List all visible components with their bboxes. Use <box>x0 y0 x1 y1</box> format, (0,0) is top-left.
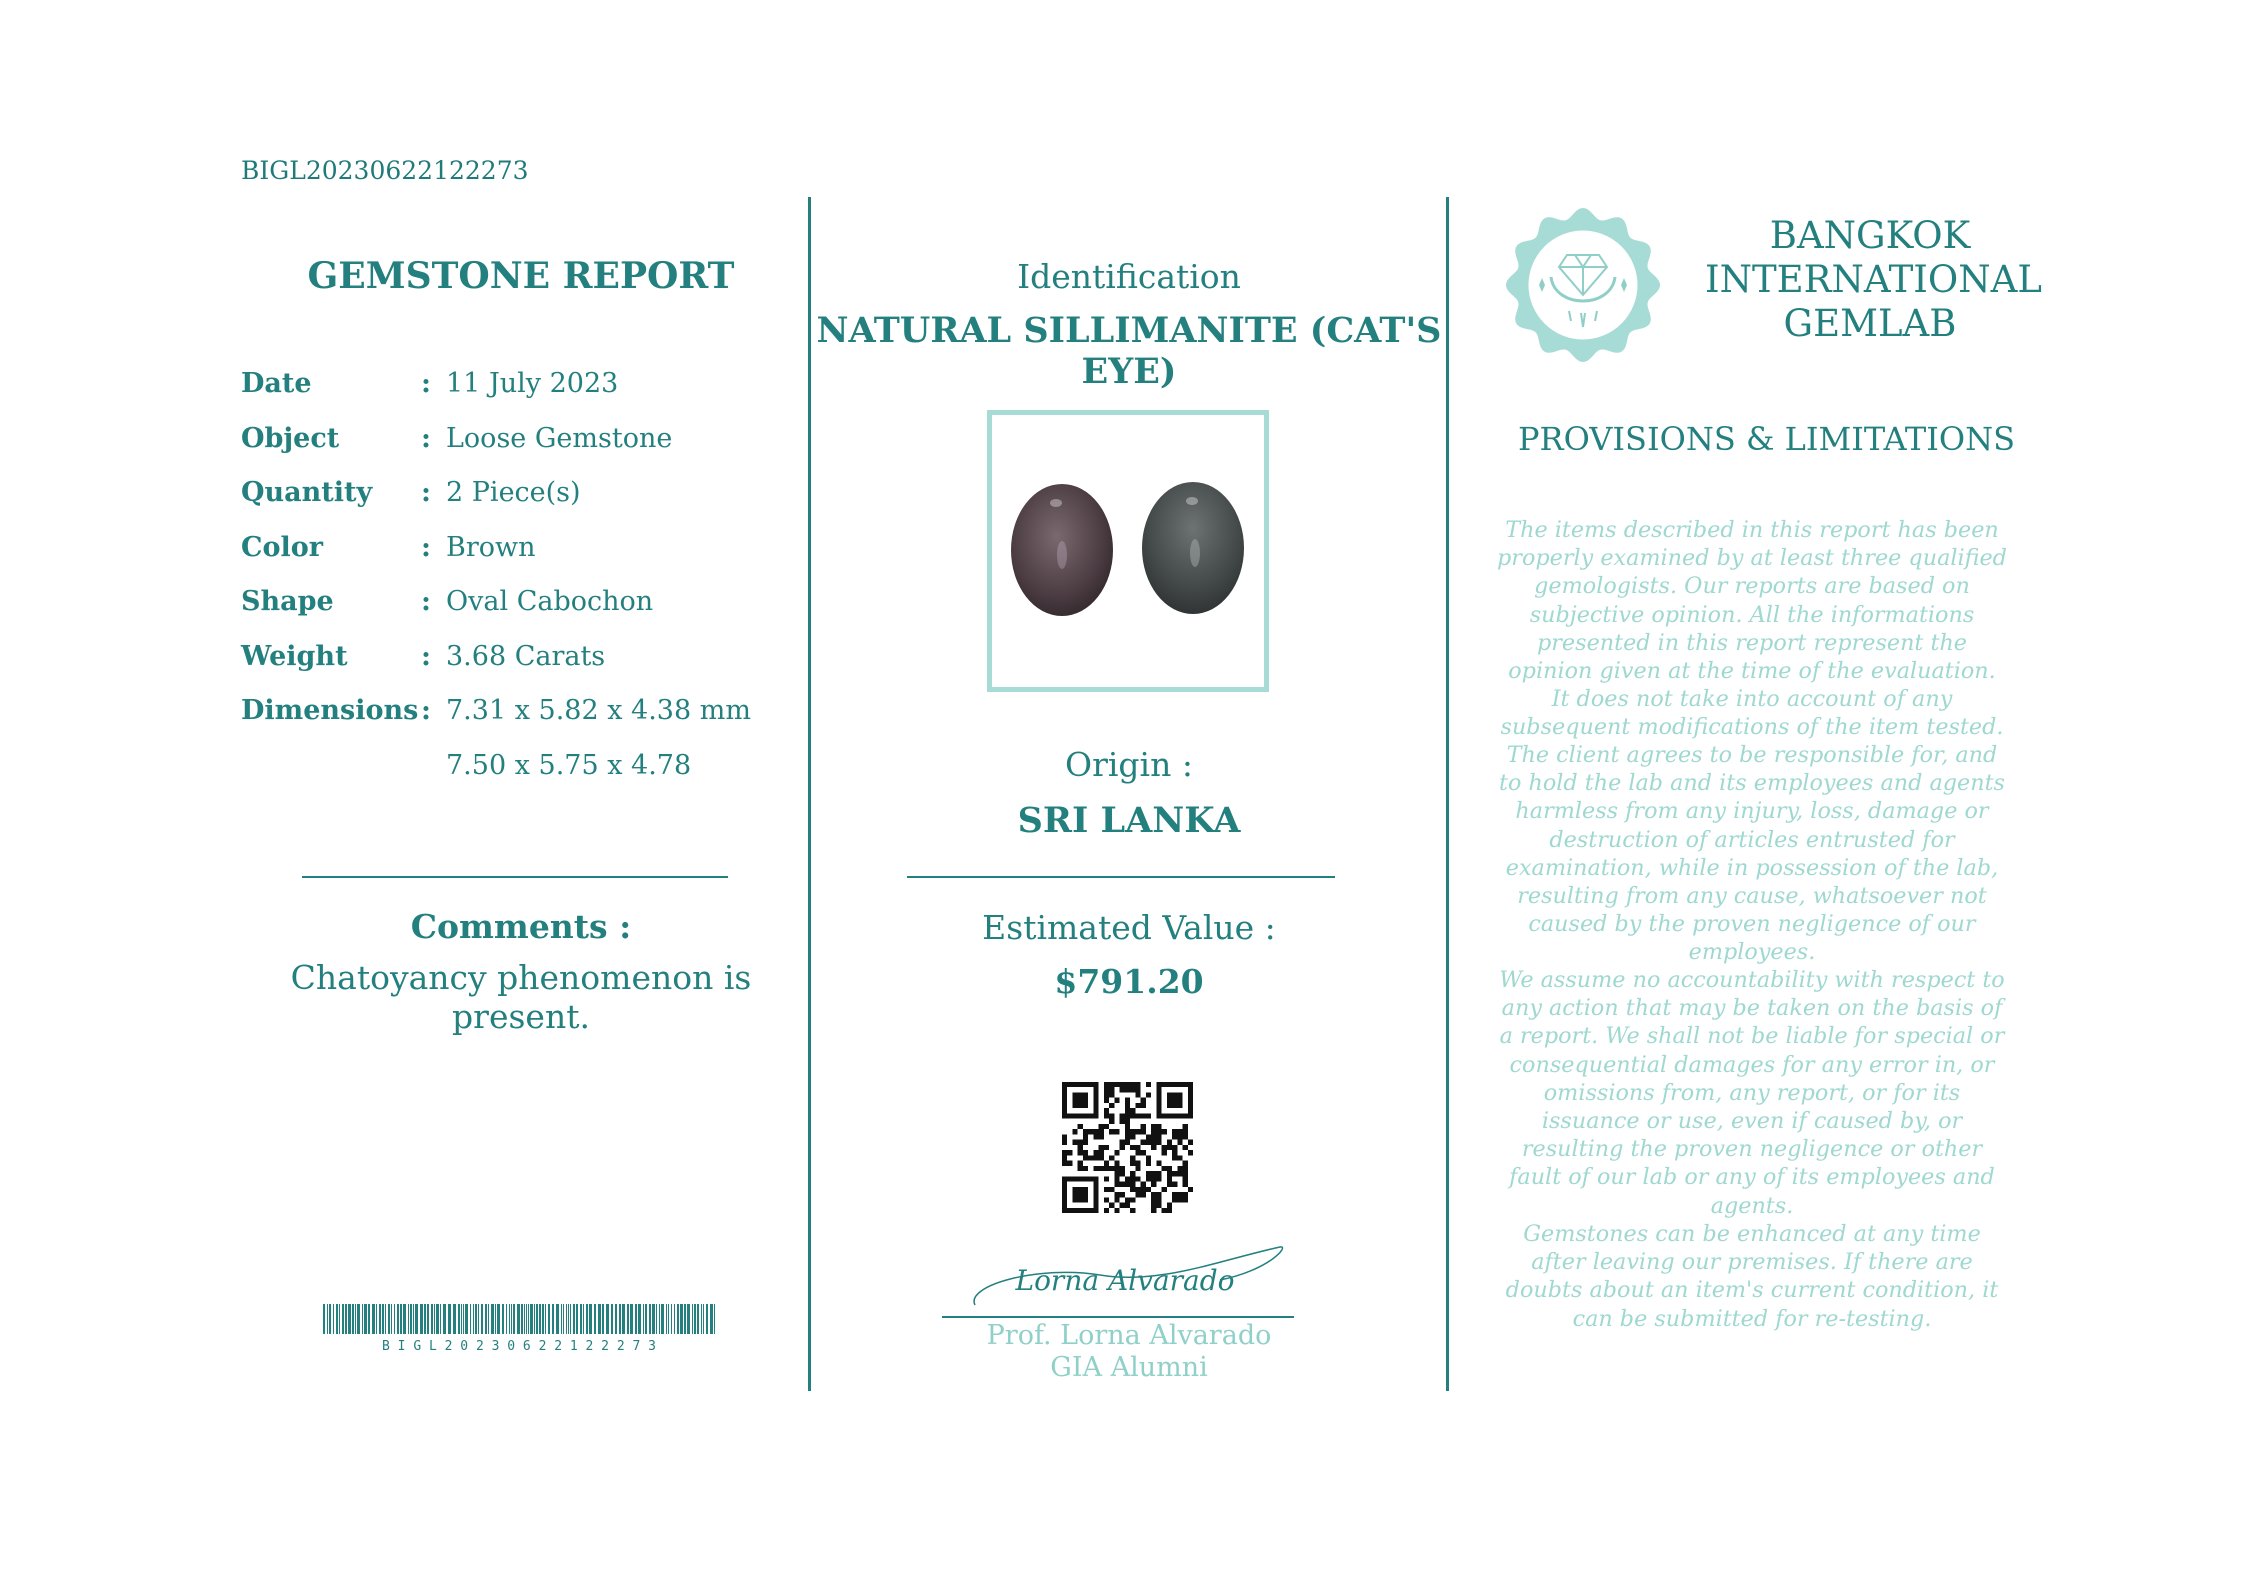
info-label: Object <box>241 422 340 454</box>
signatory-name: Prof. Lorna Alvarado <box>986 1320 1272 1351</box>
report-title: GEMSTONE REPORT <box>307 255 735 297</box>
info-value: Brown <box>446 531 536 563</box>
info-colon: : <box>421 695 431 726</box>
info-label: Dimensions <box>241 695 419 726</box>
info-value: Oval Cabochon <box>446 586 654 617</box>
column-divider-right <box>1446 197 1449 1391</box>
info-value: 7.31 x 5.82 x 4.38 mm <box>446 695 751 726</box>
barcode-text: B I G L 2 0 2 3 0 6 2 2 1 2 2 2 7 3 <box>382 1339 656 1352</box>
origin-label: Origin : <box>1065 745 1193 784</box>
comments-title: Comments : <box>410 907 632 946</box>
info-label: Shape <box>241 586 334 617</box>
gemstone-photo <box>987 410 1269 692</box>
info-value: 2 Piece(s) <box>446 477 581 508</box>
lab-name <box>1705 214 2042 346</box>
info-colon: : <box>421 422 431 454</box>
lab-name-line: BANGKOK <box>1769 214 1971 257</box>
comments-text: Chatoyancy phenomenon is present. <box>290 958 752 1036</box>
estimated-value-amount: $791.20 <box>1054 962 1204 1001</box>
gemstone-left <box>1011 484 1113 616</box>
info-colon: : <box>421 531 431 563</box>
identification-value: NATURAL SILLIMANITE (CAT'S EYE) <box>816 310 1442 392</box>
signature-script: Lorna Alvarado <box>1015 1264 1235 1297</box>
provisions-title: PROVISIONS & LIMITATIONS <box>1518 420 2015 458</box>
info-colon: : <box>421 368 431 399</box>
lab-name-line: INTERNATIONAL <box>1705 258 2042 301</box>
qr-code[interactable] <box>1062 1082 1193 1213</box>
middle-divider-line <box>907 876 1335 878</box>
info-value: Loose Gemstone <box>446 422 673 454</box>
info-label: Weight <box>241 640 348 672</box>
barcode <box>323 1304 715 1352</box>
lab-name-line: GEMLAB <box>1783 302 1957 345</box>
origin-value: SRI LANKA <box>1017 800 1241 841</box>
provision-paragraph: We assume no accountability with respect to any action that may be taken on the basis of a report. We shall not be liable for special or consequential damages for any error in, or omissions from, any report, or for its issuance or use, even if caused by, or resulting the proven negligence or other fault of our lab or any of its employees and agents. <box>1499 967 2005 1219</box>
signature <box>960 1245 1290 1315</box>
provision-paragraph: The items described in this report has been properly examined by at least three qualified gemologists. Our reports are based on subjective opinion. All the informations presented in this report represent the opinion given at the time of the evaluation. It does not take into account of any subsequent modifications of the item tested. <box>1497 517 2007 741</box>
identification-label: Identification <box>1017 257 1241 296</box>
report-id: BIGL20230622122273 <box>241 156 529 185</box>
info-label: Date <box>241 368 312 399</box>
provision-paragraph: The client agrees to be responsible for, and to hold the lab and its employees and agents harmless from any injury, loss, damage or destruction of articles entrusted for examination, while in possession of the lab, resulting from any cause, whatsoever not caused by the proven negligence of our employees. <box>1499 742 2005 966</box>
provision-paragraph: Gemstones can be enhanced at any time after leaving our premises. If there are doubts about an item's current condition, it can be submitted for re-testing. <box>1505 1221 1999 1332</box>
lab-logo-seal <box>1503 205 1663 365</box>
signatory-credential: GIA Alumni <box>1050 1352 1208 1383</box>
estimated-value-label: Estimated Value : <box>982 908 1276 947</box>
info-colon: : <box>421 640 431 672</box>
info-colon: : <box>421 586 431 617</box>
signature-line <box>942 1316 1294 1318</box>
info-label: Quantity <box>241 477 373 508</box>
gemstone-right <box>1142 482 1244 614</box>
info-value: 11 July 2023 <box>446 368 619 399</box>
info-value: 7.50 x 5.75 x 4.78 <box>446 749 692 781</box>
column-divider-left <box>808 197 811 1391</box>
info-value: 3.68 Carats <box>446 640 606 672</box>
info-colon: : <box>421 477 431 508</box>
left-divider-line <box>302 876 728 878</box>
info-label: Color <box>241 531 323 563</box>
